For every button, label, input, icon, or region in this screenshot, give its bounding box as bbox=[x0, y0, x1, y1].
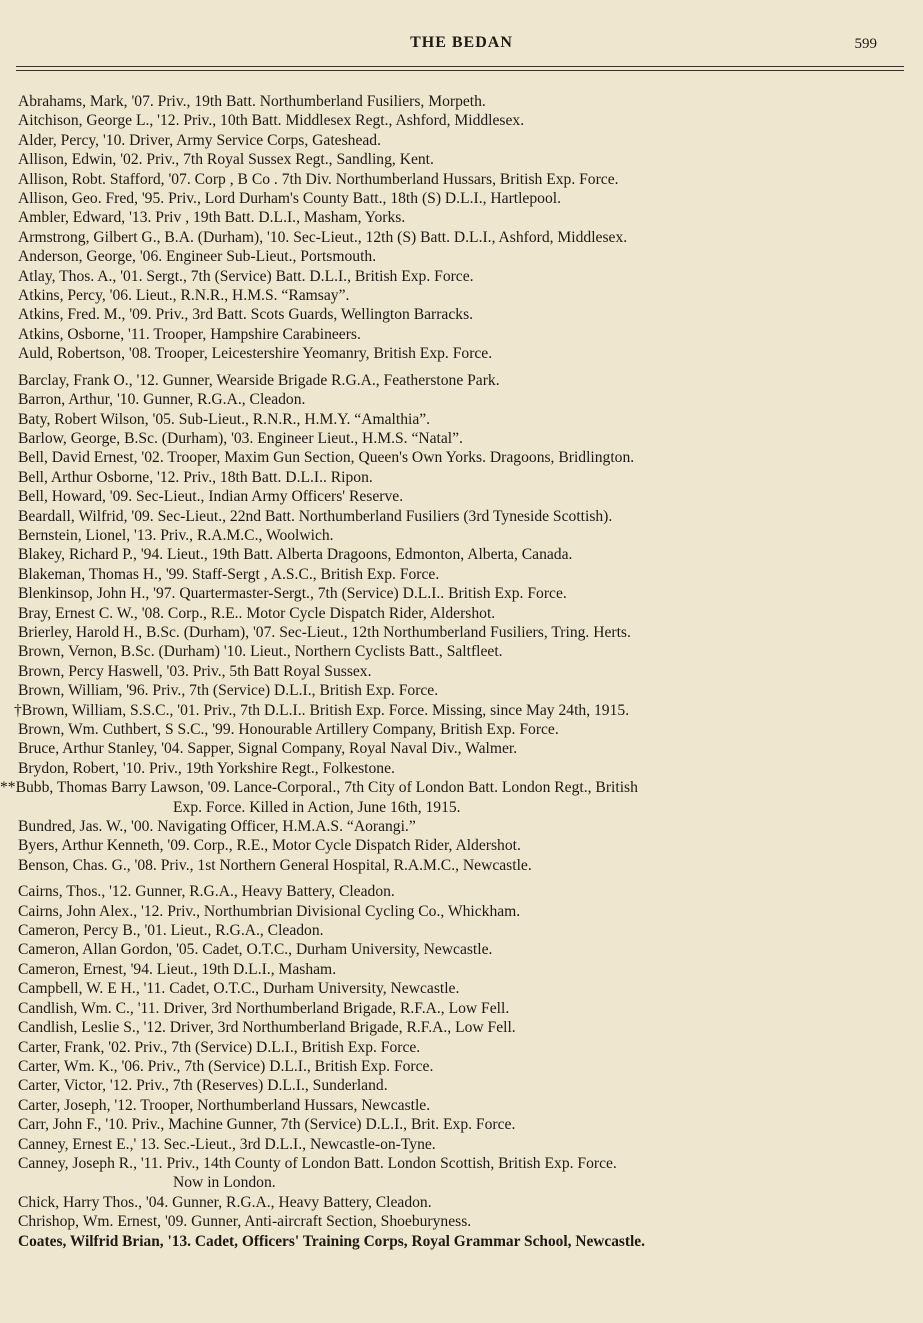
list-item: Allison, Robt. Stafford, '07. Corp , B Co . 7th Div. Northumberland Hussars, British Exp. Force. bbox=[18, 170, 619, 188]
list-item: Candlish, Wm. C., '11. Driver, 3rd Northumberland Brigade, R.F.A., Low Fell. bbox=[18, 999, 510, 1017]
list-item: Bray, Ernest C. W., '08. Corp., R.E.. Motor Cycle Dispatch Rider, Aldershot. bbox=[18, 604, 496, 622]
list-item: Ambler, Edward, '13. Priv , 19th Batt. D.L.I., Masham, Yorks. bbox=[18, 209, 406, 227]
list-item: Atkins, Osborne, '11. Trooper, Hampshire Carabineers. bbox=[18, 325, 361, 343]
list-item: Barlow, George, B.Sc. (Durham), '03. Engineer Lieut., H.M.S. “Natal”. bbox=[18, 429, 463, 447]
list-item: Bell, David Ernest, '02. Trooper, Maxim Gun Section, Queen's Own Yorks. Dragoons, Bridlington. bbox=[18, 449, 635, 467]
list-item: Cameron, Allan Gordon, '05. Cadet, O.T.C., Durham University, Newcastle. bbox=[18, 941, 493, 959]
list-item: Bernstein, Lionel, '13. Priv., R.A.M.C., Woolwich. bbox=[18, 526, 334, 544]
list-item: Exp. Force. Killed in Action, June 16th, 1915. bbox=[173, 798, 461, 816]
list-item: Carter, Wm. K., '06. Priv., 7th (Service) D.L.I., British Exp. Force. bbox=[18, 1057, 434, 1075]
list-item: Atkins, Percy, '06. Lieut., R.N.R., H.M.S. “Ramsay”. bbox=[18, 287, 350, 305]
list-item: Carter, Joseph, '12. Trooper, Northumberland Hussars, Newcastle. bbox=[18, 1096, 431, 1114]
page-title: THE BEDAN bbox=[410, 34, 513, 51]
list-item: Bundred, Jas. W., '00. Navigating Officer, H.M.A.S. “Aorangi.” bbox=[18, 818, 416, 836]
page-number: 599 bbox=[854, 36, 877, 52]
list-item: Cameron, Percy B., '01. Lieut., R.G.A., Cleadon. bbox=[18, 922, 324, 940]
header-rule-bottom bbox=[16, 70, 904, 71]
list-item: Bruce, Arthur Stanley, '04. Sapper, Signal Company, Royal Naval Div., Walmer. bbox=[18, 740, 518, 758]
list-item: Candlish, Leslie S., '12. Driver, 3rd Northumberland Brigade, R.F.A., Low Fell. bbox=[18, 1019, 516, 1037]
page-header bbox=[0, 34, 923, 58]
list-item: Benson, Chas. G., '08. Priv., 1st Northern General Hospital, R.A.M.C., Newcastle. bbox=[18, 856, 532, 874]
list-item: Carr, John F., '10. Priv., Machine Gunner, 7th (Service) D.L.I., Brit. Exp. Force. bbox=[18, 1116, 516, 1134]
list-item: Blakeman, Thomas H., '99. Staff-Sergt , A.S.C., British Exp. Force. bbox=[18, 565, 440, 583]
roll-of-service-list bbox=[0, 92, 913, 1258]
list-item: Canney, Joseph R., '11. Priv., 14th County of London Batt. London Scottish, British Exp. Force. bbox=[18, 1154, 617, 1172]
list-item: Coates, Wilfrid Brian, '13. Cadet, Officers' Training Corps, Royal Grammar School, Newcastle. bbox=[18, 1232, 645, 1250]
entry-group-a bbox=[18, 92, 913, 364]
list-item: Brown, Vernon, B.Sc. (Durham) '10. Lieut., Northern Cyclists Batt., Saltfleet. bbox=[18, 643, 503, 661]
list-item: Cairns, John Alex., '12. Priv., Northumbrian Divisional Cycling Co., Whickham. bbox=[18, 902, 521, 920]
list-item: Bell, Arthur Osborne, '12. Priv., 18th Batt. D.L.I.. Ripon. bbox=[18, 468, 373, 486]
header-rule-top bbox=[16, 66, 904, 67]
list-item: Abrahams, Mark, '07. Priv., 19th Batt. Northumberland Fusiliers, Morpeth. bbox=[18, 93, 486, 110]
list-item: Byers, Arthur Kenneth, '09. Corp., R.E., Motor Cycle Dispatch Rider, Aldershot. bbox=[18, 837, 521, 855]
list-item: Alder, Percy, '10. Driver, Army Service Corps, Gateshead. bbox=[18, 131, 382, 149]
list-item: Brydon, Robert, '10. Priv., 19th Yorkshire Regt., Folkestone. bbox=[18, 759, 395, 777]
list-item: Beardall, Wilfrid, '09. Sec-Lieut., 22nd Batt. Northumberland Fusiliers (3rd Tyneside Scottish). bbox=[18, 507, 613, 525]
list-item: Brierley, Harold H., B.Sc. (Durham), '07. Sec-Lieut., 12th Northumberland Fusiliers, Tring. Herts. bbox=[18, 623, 631, 641]
list-item: Brown, William, '96. Priv., 7th (Service) D.L.I., British Exp. Force. bbox=[18, 682, 439, 700]
list-item: Atlay, Thos. A., '01. Sergt., 7th (Service) Batt. D.L.I., British Exp. Force. bbox=[18, 267, 474, 285]
list-item: Carter, Frank, '02. Priv., 7th (Service) D.L.I., British Exp. Force. bbox=[18, 1038, 421, 1056]
list-item: Aitchison, George L., '12. Priv., 10th Batt. Middlesex Regt., Ashford, Middlesex. bbox=[18, 112, 525, 130]
list-item: Now in London. bbox=[173, 1174, 276, 1192]
list-item: Blenkinsop, John H., '97. Quartermaster-Sergt., 7th (Service) D.L.I.. British Exp. Force. bbox=[18, 585, 567, 603]
list-item: Carter, Victor, '12. Priv., 7th (Reserves) D.L.I., Sunderland. bbox=[18, 1077, 388, 1095]
list-item: Barclay, Frank O., '12. Gunner, Wearside Brigade R.G.A., Featherstone Park. bbox=[18, 371, 500, 389]
list-item: Allison, Edwin, '02. Priv., 7th Royal Sussex Regt., Sandling, Kent. bbox=[18, 151, 434, 169]
entry-group-c bbox=[18, 882, 913, 1251]
list-item: †Brown, William, S.S.C., '01. Priv., 7th D.L.I.. British Exp. Force. Missing, since May 24th, 1915. bbox=[14, 701, 630, 719]
list-item: Cameron, Ernest, '94. Lieut., 19th D.L.I., Masham. bbox=[18, 960, 337, 978]
list-item: Chrishop, Wm. Ernest, '09. Gunner, Anti-aircraft Section, Shoeburyness. bbox=[18, 1213, 472, 1231]
entry-group-b bbox=[0, 371, 913, 876]
list-item: **Bubb, Thomas Barry Lawson, '09. Lance-Corporal., 7th City of London Batt. London Regt., British bbox=[0, 779, 638, 797]
list-item: Cairns, Thos., '12. Gunner, R.G.A., Heavy Battery, Cleadon. bbox=[18, 883, 395, 901]
list-item: Atkins, Fred. M., '09. Priv., 3rd Batt. Scots Guards, Wellington Barracks. bbox=[18, 306, 474, 324]
list-item: Allison, Geo. Fred, '95. Priv., Lord Durham's County Batt., 18th (S) D.L.I., Hartlepool. bbox=[18, 190, 561, 208]
list-item: Auld, Robertson, '08. Trooper, Leicestershire Yeomanry, British Exp. Force. bbox=[18, 345, 493, 363]
list-item: Armstrong, Gilbert G., B.A. (Durham), '10. Sec-Lieut., 12th (S) Batt. D.L.I., Ashford, Middlesex. bbox=[18, 228, 628, 246]
list-item: Brown, Percy Haswell, '03. Priv., 5th Batt Royal Sussex. bbox=[18, 662, 372, 680]
list-item: Campbell, W. E H., '11. Cadet, O.T.C., Durham University, Newcastle. bbox=[18, 980, 460, 998]
list-item: Anderson, George, '06. Engineer Sub-Lieut., Portsmouth. bbox=[18, 248, 377, 266]
list-item: Brown, Wm. Cuthbert, S S.C., '99. Honourable Artillery Company, British Exp. Force. bbox=[18, 721, 559, 738]
list-item: Bell, Howard, '09. Sec-Lieut., Indian Army Officers' Reserve. bbox=[18, 488, 404, 506]
list-item: Canney, Ernest E.,' 13. Sec.-Lieut., 3rd D.L.I., Newcastle-on-Tyne. bbox=[18, 1135, 436, 1153]
list-item: Baty, Robert Wilson, '05. Sub-Lieut., R.N.R., H.M.Y. “Amalthia”. bbox=[18, 410, 431, 428]
list-item: Barron, Arthur, '10. Gunner, R.G.A., Cleadon. bbox=[18, 391, 306, 409]
list-item: Blakey, Richard P., '94. Lieut., 19th Batt. Alberta Dragoons, Edmonton, Alberta, Canada. bbox=[18, 546, 573, 564]
list-item: Chick, Harry Thos., '04. Gunner, R.G.A., Heavy Battery, Cleadon. bbox=[18, 1193, 432, 1211]
